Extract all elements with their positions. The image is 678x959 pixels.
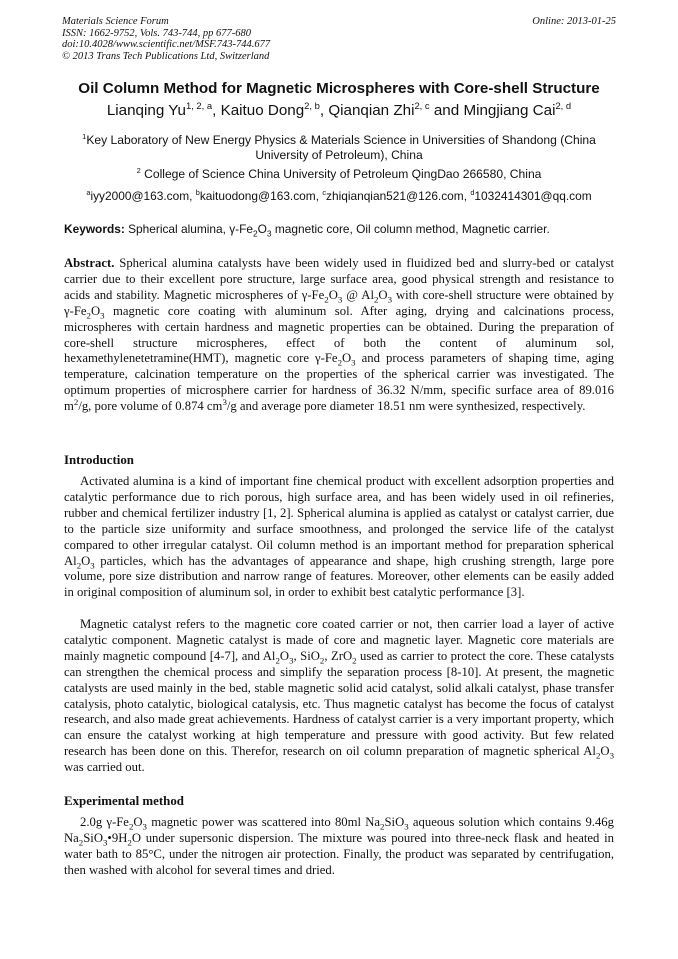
subscript: 3: [609, 750, 614, 761]
subscript: 2: [127, 837, 132, 848]
introduction-paragraph-2: [64, 617, 614, 776]
body-text: O: [133, 815, 143, 829]
author-name: Qianqian Zhi: [328, 102, 415, 119]
subscript: 2: [595, 750, 601, 761]
affiliation-2: [64, 167, 614, 182]
section-heading-experimental: Experimental method: [64, 794, 184, 808]
superscript: 2: [73, 396, 79, 407]
subscript: 2: [352, 655, 357, 666]
body-text: O: [279, 648, 290, 663]
subscript: 2: [373, 294, 379, 305]
subscript: 3: [387, 294, 393, 305]
affiliation-marker: 1: [82, 131, 87, 141]
body-text: aqueous solution which contains 9.46g Na: [64, 815, 614, 845]
body-text: •9H: [107, 830, 128, 845]
email-marker: c: [322, 188, 327, 198]
body-text: magnetic power was scattered into 80ml Na: [146, 815, 381, 829]
email-link[interactable]: iyy2000@163.com,: [90, 189, 193, 203]
abstract-text: with core-shell structure were obtained by γ-Fe: [64, 287, 614, 318]
keywords-text: Spherical alumina, γ-Fe: [128, 222, 254, 236]
keywords-label: Keywords:: [64, 222, 125, 236]
journal-header: [62, 16, 616, 62]
superscript: 3: [222, 396, 227, 407]
abstract-text: O: [328, 287, 338, 302]
abstract-text: @ Al: [342, 287, 374, 302]
author-superscript: 2, b: [304, 99, 320, 111]
author-name: Mingjiang Cai: [463, 102, 556, 119]
subscript: 2: [337, 357, 342, 368]
affiliation-1: [64, 133, 614, 163]
abstract-text: and process parameters of shaping time, aging temperature, calcination temperature on the properties of the spherical carrier was investigated. The optimum properties of microsphere carrier for hardness of 36.32 N/mm, specific surface area of 89.016 m: [64, 351, 615, 414]
abstract-text: Spherical alumina catalysts have been widely used in fluidized bed and slurry-bed or catalyst carrier due to their excellent pore structure, large surface area, good physical strength and resistance to acids and stability. Magnetic microspheres of γ-Fe: [64, 256, 614, 302]
paper-title: Oil Column Method for Magnetic Microspheres with Core-shell Structure: [78, 80, 600, 97]
body-text: 2.0g γ-Fe: [80, 815, 129, 829]
subscript: 3: [142, 821, 147, 832]
subscript: 3: [351, 357, 356, 368]
author-name: Lianqing Yu: [106, 102, 186, 119]
abstract-text: magnetic core coating with aluminum sol. After aging, drying and calcinations process, microspheres with certain hardness and magnetic properties can be obtained. During the preparation of core-shell structure microspheres, effect of both the content of aluminum sol, hexamethylenetetramine(HMT), magnetic core γ-Fe: [64, 303, 614, 366]
body-text: used as carrier to protect the core. These catalysts can strengthen the chemical process and simplify the separation process [8-10]. At present, the magnetic catalysts are used mainly in the bed, stable magnetic solid acid catalyst, solid alkali catalyst, phase transfer catalysis, photo catalytic, biological catalysis, etc. Thus magnetic catalyst has become the focus of catalyst research, and also made great achievements. Hardness of catalyst carrier is a very important property, which can ensure the catalyst working at high temperature and pressure with good activity. But few related research has been done on this. Therefor, research on oil column preparation of magnetic spherical Al: [64, 648, 615, 759]
keywords-text: magnetic core, Oil column method, Magnetic carrier.: [271, 222, 550, 236]
journal-copyright: © 2013 Trans Tech Publications Ltd, Switzerland: [62, 50, 270, 62]
body-text: was carried out.: [64, 760, 145, 775]
subscript: 2: [324, 294, 329, 305]
body-text: O under supersonic dispersion. The mixture was poured into three-neck flask and heated in water bath to 85°C, under the nitrogen air protection. Finally, the product was separated by centrifugation, then washed with alcohol for several times and dried.: [64, 830, 614, 877]
author-emails: [40, 189, 638, 203]
affiliation-text: Key Laboratory of New Energy Physics & Materials Science in Universities of Shandong (China University of Petroleum), China: [86, 133, 596, 162]
journal-name: Materials Science Forum: [62, 16, 169, 27]
subscript: 2: [380, 821, 385, 832]
abstract-text: /g and average pore diameter 18.51 nm were synthesized, respectively.: [226, 399, 586, 414]
subscript: 3: [266, 228, 272, 239]
body-text: O: [81, 553, 91, 568]
author-superscript: 2, c: [414, 99, 430, 111]
subscript: 2: [275, 655, 280, 666]
author-list: Lianqing Yu$^{1, 2, a}$, Kaituo Dong$^{2, b}$, Qianqian Zhi$^{2, c}$ and Mingjiang Cai$^{2, d}$: [106, 99, 572, 119]
author-conjunction: and: [433, 102, 460, 119]
online-date: Online: 2013-01-25: [532, 16, 616, 27]
body-text: O: [600, 744, 610, 759]
abstract-text: O: [378, 287, 388, 302]
abstract-paragraph: [64, 256, 614, 415]
subscript: 3: [90, 560, 95, 571]
experimental-paragraph: [64, 815, 614, 879]
subscript: 2: [86, 310, 91, 321]
subscript: 3: [100, 310, 105, 321]
keywords-text: O: [257, 222, 267, 236]
section-heading-introduction: Introduction: [64, 453, 134, 467]
abstract-text: /g, pore volume of 0.874 cm: [78, 399, 223, 414]
email-marker: a: [86, 188, 91, 198]
body-text: Magnetic catalyst refers to the magnetic core coated carrier or not, then carrier load a layer of active catalytic component. Magnetic catalyst is made of core and magnetic layer. Magnetic core materials are mainly magnetic compound [4-7], and Al: [64, 617, 614, 663]
keywords-line: [64, 222, 616, 239]
body-text: Activated alumina is a kind of important fine chemical product with excellent adsorption properties and catalytic performance due to rich porous, high surface area, and has been widely used in oil refineries, rubber and chemical fertilizer industry [1, 2]. Spherical alumina is applied as catalyst or catalyst carrier, due to the particle size uniformity and surface smoothness, and prolonged the service life of the catalyst compared to other irregular catalyst. Oil column method is an important method for preparation spherical Al: [64, 474, 614, 568]
body-text: SiO: [384, 815, 405, 829]
subscript: 2: [76, 560, 82, 571]
subscript: 2: [78, 837, 84, 848]
journal-issn: ISSN: 1662-9752, Vols. 743-744, pp 677-680: [62, 27, 251, 39]
abstract-text: O: [342, 351, 352, 366]
body-text: , ZrO: [324, 648, 353, 663]
subscript: 2: [253, 228, 258, 239]
subscript: 3: [102, 837, 108, 848]
body-text: particles, which has the advantages of appearance and shape, high crushing strength, large pore volume, pore size distribution and narrow range of features. Moreover, other elements can be easily added in original composition of aluminum sol, in order to exhibit best catalytic performance [3].: [64, 553, 614, 600]
subscript: 2: [319, 655, 325, 666]
affiliation-marker: 2: [136, 165, 141, 175]
subscript: 2: [128, 821, 134, 832]
body-text: SiO: [83, 830, 103, 845]
email-link[interactable]: zhiqianqian521@126.com,: [326, 189, 467, 203]
subscript: 3: [404, 821, 409, 832]
email-link[interactable]: kaituodong@163.com,: [199, 189, 320, 203]
email-marker: d: [470, 188, 475, 198]
email-link[interactable]: 1032414301@qq.com: [474, 189, 592, 203]
body-text: , SiO: [293, 648, 320, 663]
abstract-label: Abstract.: [64, 256, 115, 270]
author-name: Kaituo Dong: [220, 102, 305, 119]
abstract-text: O: [90, 303, 101, 318]
subscript: 3: [337, 294, 343, 305]
affiliation-text: College of Science China University of Petroleum QingDao 266580, China: [144, 167, 542, 181]
email-marker: b: [195, 188, 200, 198]
journal-doi: doi:10.4028/www.scientific.net/MSF.743-744.677: [62, 39, 271, 51]
author-superscript: 1, 2, a: [185, 99, 213, 111]
subscript: 3: [289, 655, 294, 666]
author-superscript: 2, d: [555, 99, 572, 111]
introduction-paragraph-1: [64, 474, 614, 601]
